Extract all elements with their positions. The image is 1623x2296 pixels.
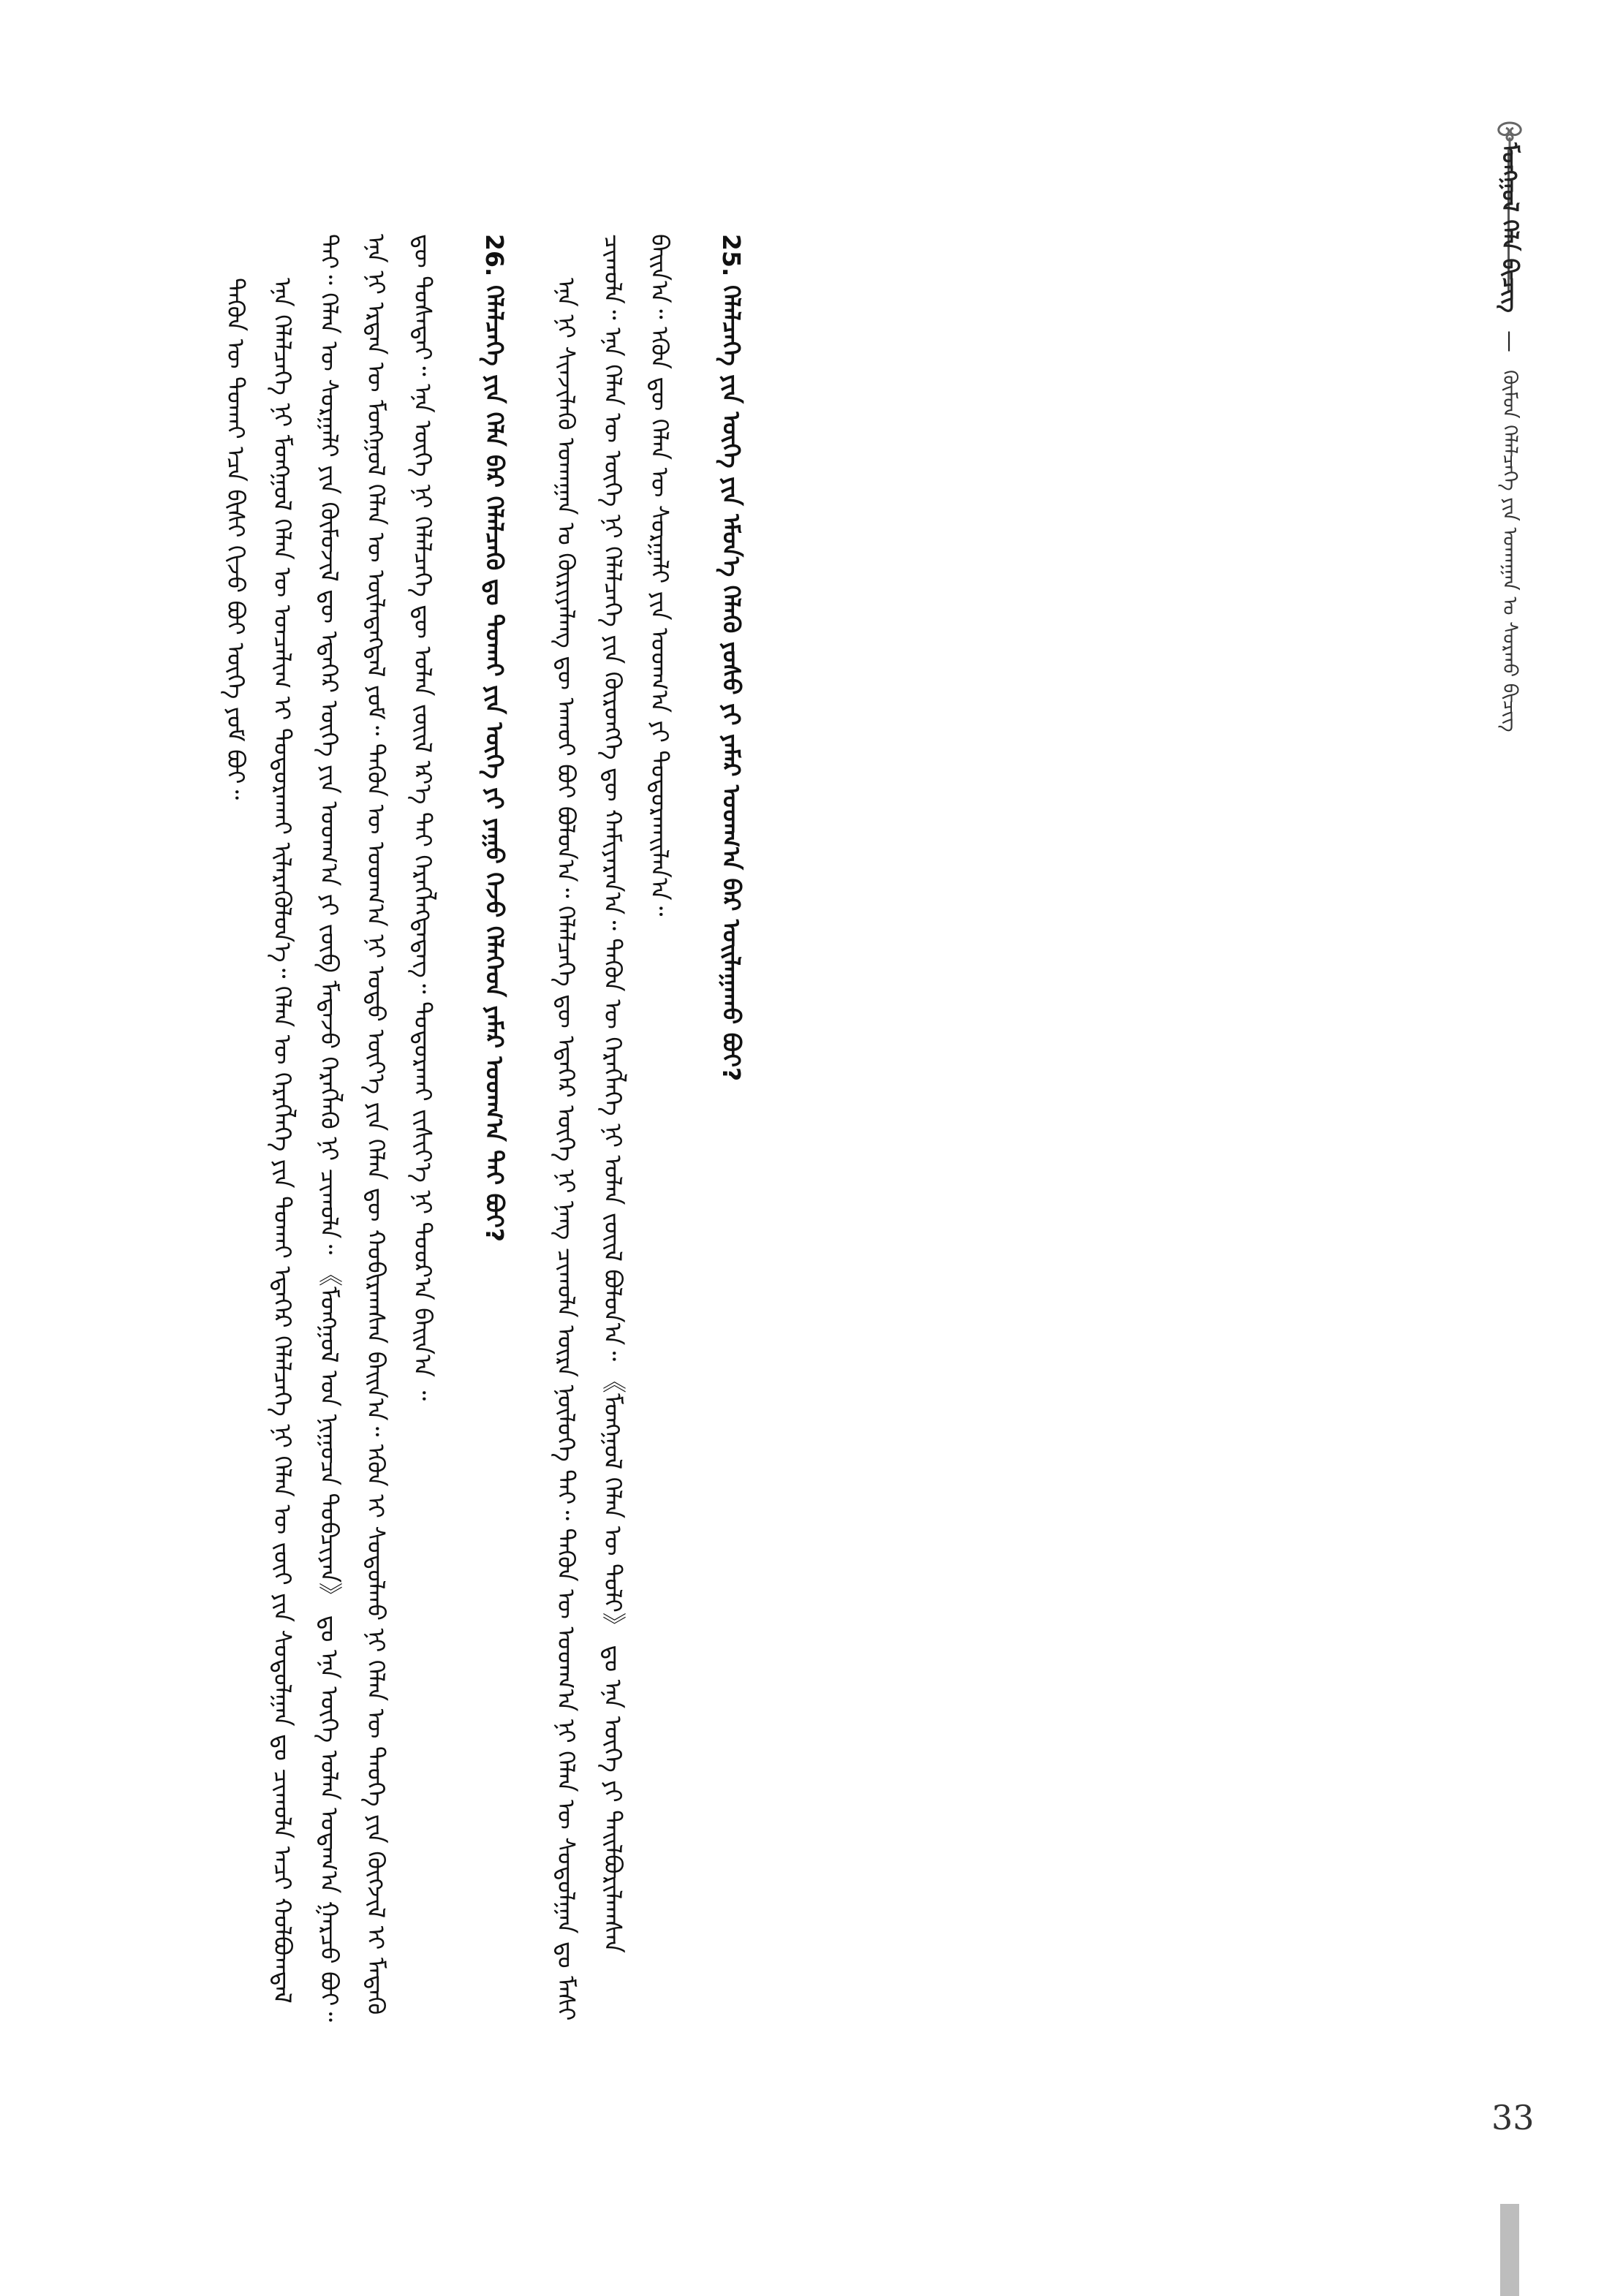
page-edge-tab — [1500, 2204, 1519, 2296]
paragraph: ᠡᠨᠡ ᠬᠡᠯᠡᠯᠴᠡᠭᠡ ᠨᠢ ᠮᠣᠩᠭᠣᠯ ᠬᠡᠯᠡᠨ ᠦ ᠣᠨᠴᠠᠯᠢᠭ ᠢ ᠲᠤᠳᠤᠷᠠᠬᠠᠢ ᠢᠯᠡᠷᠡᠭᠦᠯᠦᠨ᠎ᠡ᠃ ᠬᠡᠯᠡᠨ ᠦ ᠬᠡᠷᠡᠭᠯᠡᠭᠡ ᠶᠢᠨ ᠲᠤᠬᠠᠢ ᠡᠳᠡᠭᠡᠷ ᠬᠡᠯᠡᠯᠴᠡᠭᠡ ᠨᠢ ᠬᠡᠯᠡᠨ ᠦ ᠵᠦᠢ ᠶᠢᠨ ᠰᠤᠳᠤᠯᠭᠠᠨ ᠳᠤ ᠴᠢᠬᠤᠯᠠ ᠠᠴᠢ ᠬᠣᠯᠪᠣᠭᠳᠠᠯ ᠲᠠᠢ᠃ ᠬᠡᠯᠡᠨ ᠦ ᠰᠤᠷᠭᠠᠯᠢ ᠶᠢᠨ ᠬᠦᠮᠦᠵᠢᠯ ᠳᠦ ᠡᠳᠡᠭᠡᠷ ᠦᠭᠡ ᠶᠢᠨ ᠤᠳᠬ᠎ᠠ ᠶᠢ ᠵᠥᠪ ᠮᠡᠳᠡᠵᠦ ᠬᠡᠷᠡᠭᠯᠡᠬᠦ ᠨᠢ ᠴᠢᠬᠤᠯᠠ᠃ 《ᠮᠣᠩᠭᠣᠯ ᠤᠨ ᠨᠢᠭᠤᠴᠠ ᠲᠣᠪᠴᠢᠶᠠᠨ》 ᠳᠤ ᠡᠨᠡ ᠦᠭᠡ ᠣᠯᠠᠨ ᠤᠳᠠᠭ᠎ᠠ ᠭᠠᠷᠴᠤ ᠪᠤᠢ᠃ ᠡᠨᠡ ᠨᠢ ᠡᠷᠲᠡᠨ ᠦ ᠮᠣᠩᠭᠣᠯ ᠬᠡᠯᠡᠨ ᠦ ᠦᠯᠡᠳᠡᠭᠳᠡᠯ ᠶᠤᠮ᠃ ᠲᠡᠭᠦᠨ ᠦ ᠤᠳᠬ᠎ᠠ ᠨᠢ ᠣᠳᠣ ᠦᠶ᠎ᠡ ᠶᠢᠨ ᠬᠡᠯᠡᠨ ᠳᠦ ᠬᠤᠪᠢᠷᠠᠭᠰᠠᠨ ᠪᠠᠢᠨ᠎ᠠ᠃ ᠡᠭᠦᠨ ᠢ ᠰᠤᠳᠤᠯᠬᠤ ᠨᠢ ᠬᠡᠯᠡᠨ ᠦ ᠲᠡᠦᠬᠡ ᠶᠢᠨ ᠬᠥᠭᠵᠢᠯ ᠢ ᠮᠡᠳᠡᠬᠦ ᠳᠦ ᠲᠤᠰᠠᠲᠠᠢ᠃ ᠡᠨᠡ ᠦᠭᠡ ᠨᠢ ᠬᠡᠯᠡᠯᠴᠡᠭᠡ ᠳᠦ ᠣᠯᠠᠨ ᠵᠦᠢᠯ ᠡᠷ᠎ᠡ ᠲᠠᠢ ᠬᠡᠷᠡᠭᠯᠡᠭᠳᠡᠳᠡᠭ᠃ ᠲᠣᠳᠣᠷᠬᠠᠢ ᠵᠢᠱᠢᠶ᠎ᠡ ᠨᠢ ᠳᠣᠣᠷ᠎ᠠ ᠪᠠᠢᠨ᠎ᠠ ᠃ — [268, 234, 437, 2023]
question-26 — [471, 234, 518, 2039]
question-25 — [708, 234, 754, 2039]
paragraph: ᠡᠨᠡ ᠨᠢ ᠰᠢᠨᠵᠢᠯᠡᠬᠦ ᠤᠬᠠᠭᠠᠨ ᠤ ᠬᠦᠷᠢᠶᠡᠯᠡᠩ ᠳᠦ ᠠᠬᠤᠢ ᠪᠤᠢ ᠪᠣᠯᠤᠨ᠎ᠠ᠃ ᠬᠡᠯᠡᠯᠴᠡᠭᠡ ᠳᠦ ᠡᠳᠡᠭᠡᠷ ᠦᠭᠡ ᠨᠢ ᠨᠡᠩ ᠴᠢᠬᠤᠯᠠ ᠦᠷᠡ ᠨᠥᠯᠦᠭᠡ ᠲᠠᠢ᠃ ᠲᠡᠭᠦᠨ ᠦ ᠤᠳᠬ᠎ᠠ ᠨᠢ ᠬᠡᠯᠡᠨ ᠦ ᠰᠤᠳᠤᠯᠭᠠᠨ ᠳᠤ ᠮᠠᠰᠢ ᠴᠢᠬᠤᠯᠠ᠃ ᠡᠨᠡ ᠬᠡᠯᠡᠨ ᠦ ᠦᠭᠡ ᠨᠢ ᠬᠡᠯᠡᠯᠴᠡᠭᠡ ᠶᠢᠨ ᠬᠥᠷᠥᠩᠭᠡ ᠳᠦ ᠬᠠᠮᠢᠶᠠᠷᠠᠨ᠎ᠠ᠃ ᠲᠡᠭᠦᠨ ᠦ ᠬᠡᠷᠡᠭᠯᠡᠭᠡ ᠨᠢ ᠣᠯᠠᠨ ᠵᠦᠢᠯ ᠪᠣᠯᠤᠨ᠎ᠠ᠃ 《ᠮᠣᠩᠭᠣᠯ ᠬᠡᠯᠡᠨ ᠦ ᠲᠣᠯᠢ》 ᠳᠤ ᠡᠨᠡ ᠦᠭᠡ ᠶᠢ ᠲᠠᠢᠯᠪᠤᠷᠢᠯᠠᠭᠰᠠᠨ ᠪᠠᠢᠨ᠎ᠠ᠃ ᠡᠭᠦᠨ ᠳᠦ ᠬᠡᠯᠡᠨ ᠦ ᠰᠤᠷᠭᠠᠯᠢ ᠶᠢᠨ ᠤᠳᠬ᠎ᠠ ᠶᠢ ᠲᠣᠳᠣᠷᠬᠠᠢᠯᠠᠨ᠎ᠠ᠃ — [552, 234, 674, 2021]
header-title: ᠮᠣᠩᠭᠣᠯ ᠬᠡᠯᠡ ᠪᠢᠴᠢᠭ — [1497, 143, 1523, 313]
question-number: 25. — [717, 234, 746, 277]
question-number: 26. — [480, 234, 509, 277]
question-text: ᠬᠡᠯᠡᠯᠴᠡᠭᠡ ᠶᠢᠨ ᠬᠡᠯᠡ ᠪᠡᠷ ᠬᠡᠯᠡᠯᠴᠡᠬᠦ ᠳᠤ ᠲᠤᠬᠠᠢ ᠶᠢᠨ ᠦᠭᠡ ᠶᠢ ᠶᠠᠭᠤ ᠭᠡᠵᠦ ᠬᠡᠯᠡᠭᠡᠳ ᠶᠠᠮᠠᠷ ᠤᠳᠬ᠎ᠠ ᠲᠠᠢ ᠪᠤᠢ? — [480, 284, 509, 1242]
question-text: ᠬᠡᠯᠡᠯᠴᠡᠭᠡ ᠶᠢᠨ ᠦᠭᠡ ᠶᠢᠨ ᠡᠮᠦᠨ᠎ᠡ ᠬᠡᠯᠡᠬᠦ ᠶᠣᠰᠤ ᠶᠢ ᠶᠠᠮᠠᠷ ᠤᠳᠬ᠎ᠠ ᠪᠠᠷ ᠣᠢᠯᠠᠭᠠᠬᠤ ᠪᠤᠢ? — [717, 284, 746, 1082]
paragraph: ᠲᠡᠭᠦᠨ ᠦ ᠲᠤᠬᠠᠢ ᠡᠴᠡ ᠪᠢᠰᠢ ᠬᠢᠵᠦ ᠪᠤᠢ ᠦᠭᠡ ᠶᠤᠮ ᠪᠤᠢ᠃ — [222, 278, 250, 800]
header-subtitle: ᠬᠦᠮᠦᠨ ᠬᠡᠯᠡᠯᠴᠡᠭᠡ ᠶᠢᠨ ᠤᠬᠠᠭᠠᠨ ᠤ ᠰᠤᠷᠬᠤ ᠪᠢᠴᠢᠭ — [1498, 369, 1521, 732]
page-body — [212, 234, 1440, 2039]
header-dash: — — [1497, 330, 1523, 352]
page-number: 33 — [1491, 2098, 1535, 2137]
running-header — [1480, 143, 1539, 917]
